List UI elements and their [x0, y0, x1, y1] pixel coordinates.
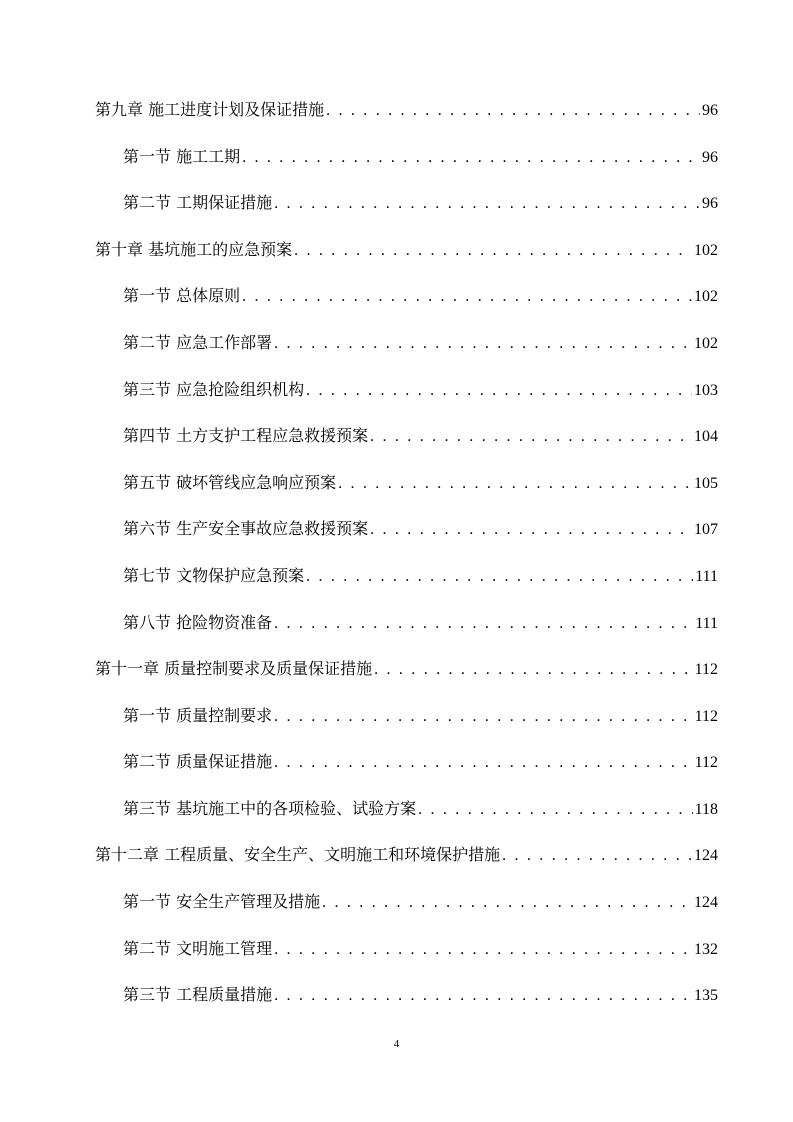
- dot-leader: [274, 986, 692, 1006]
- toc-entry-page: 102: [694, 242, 718, 259]
- toc-entry[interactable]: [95, 845, 718, 866]
- toc-entry-page: 105: [694, 475, 718, 492]
- dot-leader: [306, 381, 692, 401]
- toc-entry-page: 104: [694, 428, 718, 445]
- dot-leader: [274, 940, 692, 960]
- dot-leader: [274, 707, 693, 727]
- dot-leader: [306, 567, 693, 587]
- toc-entry[interactable]: [123, 752, 718, 773]
- toc-entry-title: 第一节 安全生产管理及措施: [123, 892, 321, 911]
- toc-entry[interactable]: [123, 286, 718, 307]
- toc-entry-page: 118: [694, 801, 718, 818]
- toc-entry-title: 第二节 文明施工管理: [123, 939, 273, 958]
- dot-leader: [274, 614, 693, 634]
- toc-entry[interactable]: [123, 613, 718, 634]
- toc-entry[interactable]: [123, 380, 718, 401]
- toc-entry-title: 第二节 质量保证措施: [123, 752, 273, 771]
- toc-entry-title: 第二节 工期保证措施: [123, 193, 273, 212]
- toc-entry-title: 第八节 抢险物资准备: [123, 613, 273, 632]
- toc-entry-title: 第六节 生产安全事故应急救援预案: [123, 519, 369, 538]
- toc-entry[interactable]: [123, 892, 718, 913]
- toc-entry-title: 第四节 土方支护工程应急救援预案: [123, 426, 369, 445]
- dot-leader: [242, 287, 692, 307]
- toc-entry-page: 124: [694, 847, 718, 864]
- toc-entry[interactable]: [123, 147, 718, 168]
- toc-entry-title: 第三节 工程质量措施: [123, 985, 273, 1004]
- toc-entry-page: 124: [694, 894, 718, 911]
- dot-leader: [274, 334, 692, 354]
- dot-leader: [338, 474, 692, 494]
- toc-entry-title: 第三节 应急抢险组织机构: [123, 380, 305, 399]
- toc-entry[interactable]: [95, 100, 718, 121]
- toc-entry-title: 第一节 总体原则: [123, 286, 241, 305]
- toc-entry-page: 112: [694, 754, 718, 771]
- toc-entry-page: 107: [694, 521, 718, 538]
- dot-leader: [374, 660, 693, 680]
- toc-entry-title: 第十二章 工程质量、安全生产、文明施工和环境保护措施: [95, 845, 501, 864]
- dot-leader: [242, 148, 700, 168]
- toc-entry-title: 第九章 施工进度计划及保证措施: [95, 100, 325, 119]
- toc-entry-page: 96: [702, 102, 718, 119]
- toc-entry-title: 第七节 文物保护应急预案: [123, 566, 305, 585]
- toc-entry[interactable]: [123, 193, 718, 214]
- toc-entry[interactable]: [123, 426, 718, 447]
- toc-entry-page: 111: [695, 568, 718, 585]
- toc-entry-page: 96: [702, 195, 718, 212]
- dot-leader: [370, 427, 692, 447]
- toc-entry-page: 111: [695, 615, 718, 632]
- toc-entry-title: 第十一章 质量控制要求及质量保证措施: [95, 659, 373, 678]
- toc-entry-page: 112: [694, 661, 718, 678]
- dot-leader: [274, 753, 693, 773]
- toc-entry[interactable]: [123, 799, 718, 820]
- toc-entry-title: 第五节 破坏管线应急响应预案: [123, 473, 337, 492]
- dot-leader: [294, 241, 692, 261]
- dot-leader: [370, 520, 692, 540]
- toc-entry-title: 第十章 基坑施工的应急预案: [95, 240, 293, 259]
- toc-entry[interactable]: [123, 985, 718, 1006]
- dot-leader: [326, 101, 700, 121]
- toc-entry-page: 132: [694, 941, 718, 958]
- page-number: 4: [393, 1038, 400, 1050]
- toc-entry-page: 112: [694, 708, 718, 725]
- toc-entry-title: 第二节 应急工作部署: [123, 333, 273, 352]
- toc-entry-page: 103: [694, 382, 718, 399]
- toc-entry[interactable]: [95, 659, 718, 680]
- dot-leader: [274, 194, 700, 214]
- toc-entry-title: 第三节 基坑施工中的各项检验、试验方案: [123, 799, 417, 818]
- dot-leader: [418, 800, 693, 820]
- toc-entry[interactable]: [95, 240, 718, 261]
- toc-entry[interactable]: [123, 939, 718, 960]
- toc-entry-page: 96: [702, 149, 718, 166]
- toc-entry[interactable]: [123, 566, 718, 587]
- dot-leader: [502, 846, 692, 866]
- toc-entry-title: 第一节 质量控制要求: [123, 706, 273, 725]
- toc-entry-title: 第一节 施工工期: [123, 147, 241, 166]
- toc-entry[interactable]: [123, 519, 718, 540]
- toc-entry-page: 135: [694, 987, 718, 1004]
- toc-entry-page: 102: [694, 335, 718, 352]
- toc-entry[interactable]: [123, 706, 718, 727]
- toc-entry-page: 102: [694, 288, 718, 305]
- dot-leader: [322, 893, 692, 913]
- toc-entry[interactable]: [123, 473, 718, 494]
- toc-entry[interactable]: [123, 333, 718, 354]
